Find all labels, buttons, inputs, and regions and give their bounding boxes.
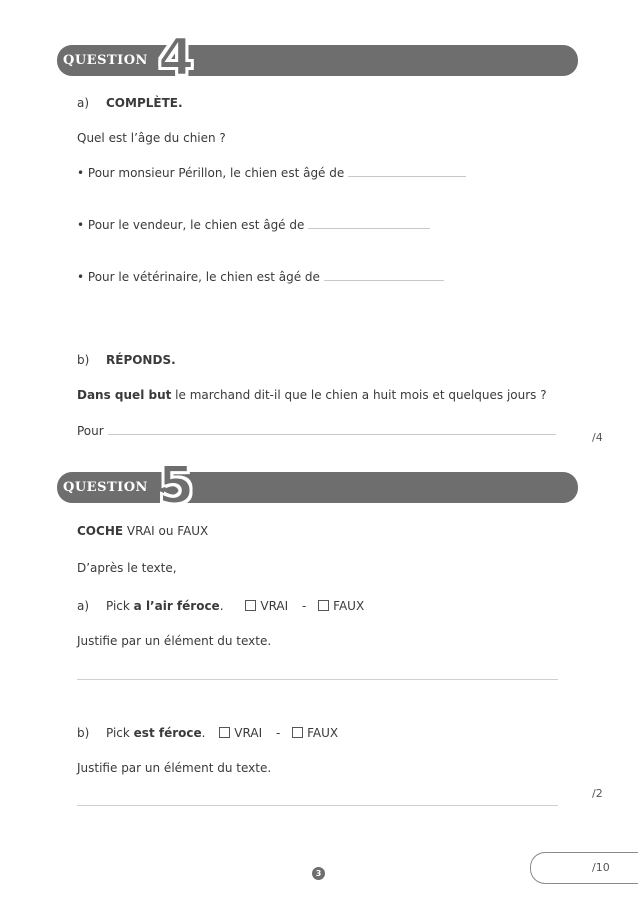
q5-instruction-bold: COCHE	[77, 524, 124, 538]
statement-period: .	[201, 726, 206, 740]
bullet-text: • Pour le vétérinaire, le chien est âgé de	[77, 270, 320, 284]
separator: -	[302, 599, 307, 613]
answer-blank[interactable]	[108, 424, 556, 435]
bullet-text: • Pour monsieur Périllon, le chien est âgé de	[77, 166, 345, 180]
q5a-justify: Justifie par un élément du texte.	[77, 634, 272, 648]
statement-period: .	[219, 599, 224, 613]
q5b-answer-line[interactable]	[77, 805, 558, 806]
faux-checkbox[interactable]	[318, 600, 329, 611]
q5a-answer-line[interactable]	[77, 679, 558, 680]
statement-trait: a l’air féroce	[133, 599, 220, 613]
q5-instruction	[77, 524, 208, 538]
q5b-letter: b)	[77, 726, 90, 740]
q4b-letter: b)	[77, 353, 90, 367]
question-4-number: 4	[158, 28, 195, 88]
total-score-frame	[530, 852, 638, 884]
statement-name: Pick	[106, 599, 134, 613]
bullet-text: • Pour le vendeur, le chien est âgé de	[77, 218, 305, 232]
faux-checkbox[interactable]	[292, 727, 303, 738]
question-5-label: QUESTION	[63, 480, 148, 495]
answer-prefix: Pour	[77, 424, 104, 438]
answer-blank[interactable]	[308, 218, 430, 229]
q4b-answer-line	[77, 424, 556, 438]
q4a-bullet-3	[77, 270, 444, 284]
q4b-question	[77, 388, 547, 402]
vrai-checkbox[interactable]	[245, 600, 256, 611]
statement-trait: est féroce	[133, 726, 202, 740]
page-number: 3	[312, 867, 325, 880]
vrai-label: VRAI	[260, 599, 289, 613]
question-4-label: QUESTION	[63, 53, 148, 68]
q4a-bullet-2	[77, 218, 430, 232]
q4b-question-bold: Dans quel but	[77, 388, 172, 402]
vrai-label: VRAI	[234, 726, 263, 740]
q4a-question: Quel est l’âge du chien ?	[77, 131, 226, 145]
q4a-bullet-1	[77, 166, 466, 180]
vrai-checkbox[interactable]	[219, 727, 230, 738]
faux-label: FAUX	[333, 599, 365, 613]
faux-label: FAUX	[307, 726, 339, 740]
q5b-justify: Justifie par un élément du texte.	[77, 761, 272, 775]
q5-score: /2	[592, 787, 603, 800]
q4b-question-rest: le marchand dit-il que le chien a huit mois et quelques jours ?	[171, 388, 547, 402]
total-score: /10	[592, 861, 610, 874]
q5a-letter: a)	[77, 599, 90, 613]
q4a-instruction: COMPLÈTE.	[106, 96, 183, 110]
answer-blank[interactable]	[324, 270, 444, 281]
answer-blank[interactable]	[348, 166, 466, 177]
statement-name: Pick	[106, 726, 134, 740]
separator: -	[275, 726, 281, 740]
q5b-statement	[106, 726, 338, 740]
q4-score: /4	[592, 431, 603, 444]
q5-instruction-rest: VRAI ou FAUX	[123, 524, 209, 538]
question-5-number: 5	[158, 456, 195, 516]
q5-intro: D’après le texte,	[77, 561, 177, 575]
q4b-instruction: RÉPONDS.	[106, 353, 176, 367]
q5a-statement	[106, 599, 364, 613]
q4a-letter: a)	[77, 96, 90, 110]
